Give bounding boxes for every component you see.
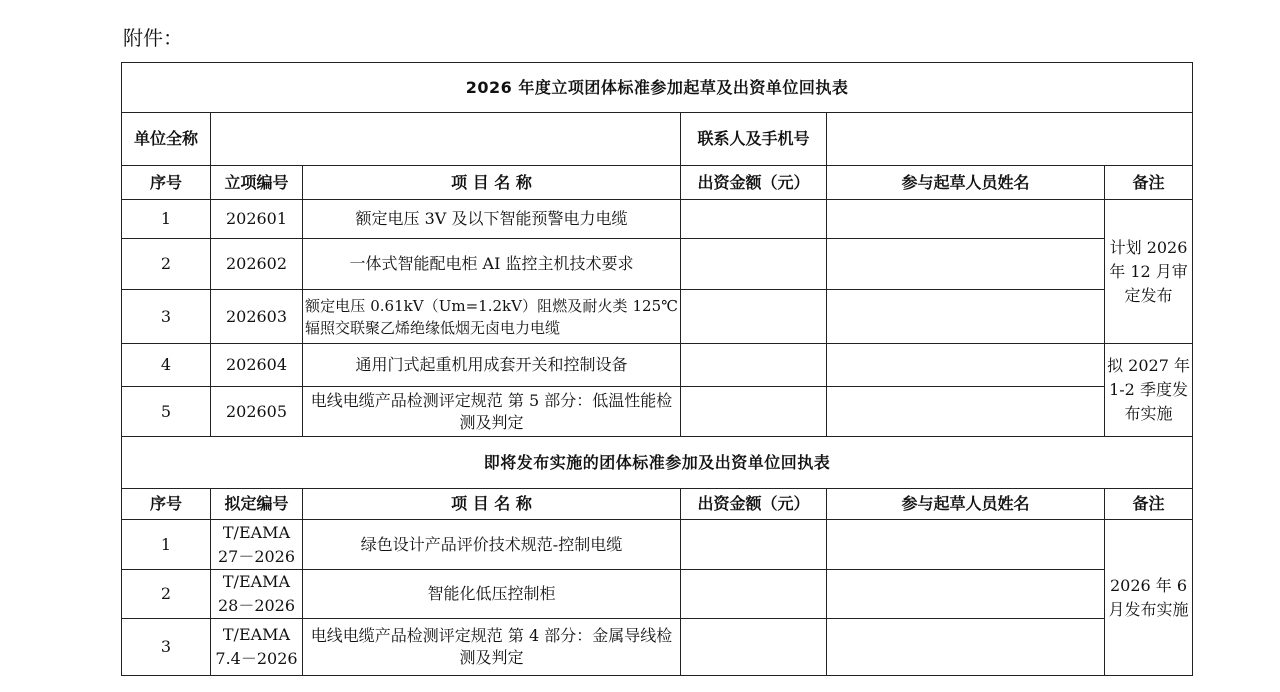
row-amount-field[interactable] xyxy=(681,344,827,387)
table-row xyxy=(122,290,1193,344)
row-no: 1 xyxy=(122,200,211,239)
row-project-name: 电线电缆产品检测评定规范 第 4 部分：金属导线检测及判定 xyxy=(303,619,681,676)
row-amount-field[interactable] xyxy=(681,200,827,239)
header-project-name: 项 目 名 称 xyxy=(303,166,681,200)
row-drafters-field[interactable] xyxy=(827,570,1105,619)
contact-field[interactable] xyxy=(827,113,1193,166)
unit-name-field[interactable] xyxy=(211,113,681,166)
row-amount-field[interactable] xyxy=(681,387,827,437)
row-project-name: 一体式智能配电柜 AI 监控主机技术要求 xyxy=(303,239,681,290)
row-note: 拟 2027 年 1-2 季度发布实施 xyxy=(1105,344,1193,437)
header-project-name: 项 目 名 称 xyxy=(303,489,681,520)
row-project-name: 额定电压 0.61kV（Um=1.2kV）阻燃及耐火类 125℃辐照交联聚乙烯绝缘低烟无卤电力电缆 xyxy=(303,290,681,344)
header-no: 序号 xyxy=(122,489,211,520)
table1-header-row xyxy=(122,166,1193,200)
table-row xyxy=(122,200,1193,239)
row-code: 202604 xyxy=(211,344,303,387)
row-drafters-field[interactable] xyxy=(827,344,1105,387)
row-no: 5 xyxy=(122,387,211,437)
table1-title-row xyxy=(122,63,1193,113)
unit-name-label: 单位全称 xyxy=(122,113,211,166)
row-code: T/EAMA 27－2026 xyxy=(211,520,303,570)
row-drafters-field[interactable] xyxy=(827,239,1105,290)
row-no: 3 xyxy=(122,290,211,344)
table2-title: 即将发布实施的团体标准参加及出资单位回执表 xyxy=(122,437,1193,489)
row-project-name: 绿色设计产品评价技术规范-控制电缆 xyxy=(303,520,681,570)
row-code: T/EAMA 28－2026 xyxy=(211,570,303,619)
row-amount-field[interactable] xyxy=(681,570,827,619)
table-row xyxy=(122,520,1193,570)
row-code: T/EAMA 7.4－2026 xyxy=(211,619,303,676)
table-row xyxy=(122,570,1193,619)
row-no: 2 xyxy=(122,239,211,290)
row-drafters-field[interactable] xyxy=(827,387,1105,437)
header-amount: 出资金额（元） xyxy=(681,166,827,200)
row-no: 3 xyxy=(122,619,211,676)
header-code: 拟定编号 xyxy=(211,489,303,520)
row-no: 1 xyxy=(122,520,211,570)
table2-title-row xyxy=(122,437,1193,489)
table-row xyxy=(122,619,1193,676)
header-drafters: 参与起草人员姓名 xyxy=(827,166,1105,200)
row-project-name: 智能化低压控制柜 xyxy=(303,570,681,619)
row-code: 202603 xyxy=(211,290,303,344)
table-row xyxy=(122,387,1193,437)
row-note: 计划 2026 年 12 月审定发布 xyxy=(1105,200,1193,344)
table2-header-row xyxy=(122,489,1193,520)
row-drafters-field[interactable] xyxy=(827,520,1105,570)
header-amount: 出资金额（元） xyxy=(681,489,827,520)
header-note: 备注 xyxy=(1105,166,1193,200)
header-code: 立项编号 xyxy=(211,166,303,200)
table-row xyxy=(122,344,1193,387)
row-drafters-field[interactable] xyxy=(827,290,1105,344)
header-note: 备注 xyxy=(1105,489,1193,520)
row-project-name: 通用门式起重机用成套开关和控制设备 xyxy=(303,344,681,387)
row-amount-field[interactable] xyxy=(681,520,827,570)
row-code: 202602 xyxy=(211,239,303,290)
row-drafters-field[interactable] xyxy=(827,200,1105,239)
response-form-table xyxy=(121,62,1193,676)
unit-info-row xyxy=(122,113,1193,166)
table1-title: 2026 年度立项团体标准参加起草及出资单位回执表 xyxy=(122,63,1193,113)
row-code: 202601 xyxy=(211,200,303,239)
row-no: 4 xyxy=(122,344,211,387)
row-code: 202605 xyxy=(211,387,303,437)
contact-label: 联系人及手机号 xyxy=(681,113,827,166)
row-amount-field[interactable] xyxy=(681,619,827,676)
row-drafters-field[interactable] xyxy=(827,619,1105,676)
row-amount-field[interactable] xyxy=(681,290,827,344)
header-drafters: 参与起草人员姓名 xyxy=(827,489,1105,520)
attachment-label: 附件： xyxy=(123,26,183,50)
row-no: 2 xyxy=(122,570,211,619)
row-note: 2026 年 6 月发布实施 xyxy=(1105,520,1193,676)
row-project-name: 额定电压 3V 及以下智能预警电力电缆 xyxy=(303,200,681,239)
table-row xyxy=(122,239,1193,290)
row-amount-field[interactable] xyxy=(681,239,827,290)
row-project-name: 电线电缆产品检测评定规范 第 5 部分：低温性能检测及判定 xyxy=(303,387,681,437)
header-no: 序号 xyxy=(122,166,211,200)
